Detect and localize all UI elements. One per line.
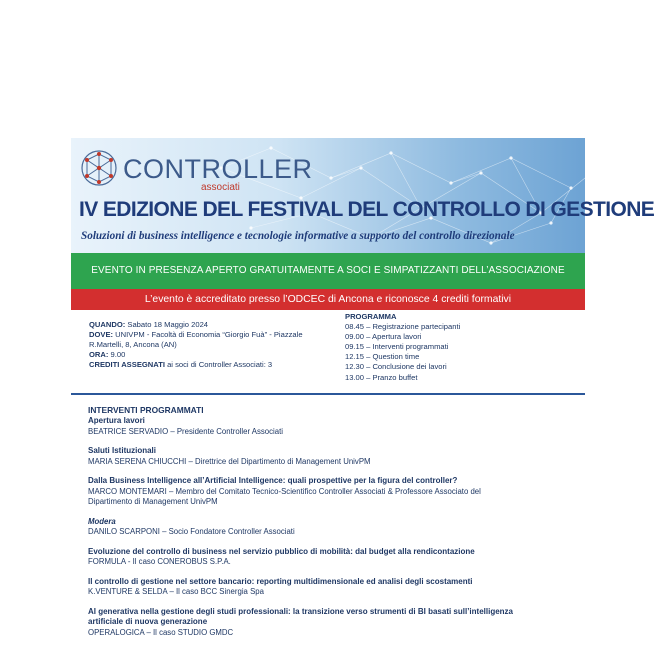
event-subtitle: Soluzioni di business intelligence e tecnologie informative a supporto del controllo direzionale [81, 230, 515, 242]
talk-block [88, 476, 585, 508]
apertura-title: Apertura lavori [88, 416, 145, 425]
talk-speaker: OPERALOGICA – Il caso STUDIO GMDC [88, 627, 234, 637]
event-logistics [89, 320, 303, 370]
saluti-title: Saluti Istituzionali [88, 446, 157, 455]
talk-speaker-cont: Dipartimento di Management UnivPM [88, 497, 218, 506]
controller-associati-logo [77, 144, 313, 194]
event-details-section [71, 310, 585, 393]
talk-title: Dalla Business Intelligence all’Artificial Intelligence: quali prospettive per la figura del controller? [88, 476, 458, 485]
programma-heading: PROGRAMMA [345, 312, 397, 321]
schedule-item: 09.00 – Apertura lavori [345, 332, 422, 342]
apertura-speaker: BEATRICE SERVADIO – Presidente Controller Associati [88, 426, 283, 436]
globe-network-icon [77, 146, 121, 190]
when-line [89, 320, 303, 330]
programma-schedule [345, 312, 460, 383]
where-line [89, 330, 303, 340]
interventi-heading: INTERVENTI PROGRAMMATI [88, 405, 204, 415]
header-banner [71, 138, 654, 253]
talk-block [88, 547, 585, 568]
where-value: UNIVPM - Facoltà di Economia “Giorgio Fuà” - Piazzale [113, 330, 303, 340]
talk-speaker: FORMULA - Il caso CONEROBUS S.P.A. [88, 557, 231, 566]
schedule-item: 12.15 – Question time [345, 352, 420, 362]
time-value: 9.00 [108, 350, 126, 360]
credits-label: CREDITI ASSEGNATI [89, 360, 165, 370]
when-label: QUANDO: [89, 320, 126, 329]
saluti-speaker: MARIA SERENA CHIUCCHI – Direttrice del Dipartimento di Management UnivPM [88, 456, 371, 466]
when-value: Sabato 18 Maggio 2024 [125, 320, 209, 329]
logo-tagline: associati [201, 182, 240, 193]
time-label: ORA: [89, 350, 109, 360]
talk-block [88, 577, 585, 598]
talk-title: Evoluzione del controllo di business nel servizio pubblico di mobilità: dal budget alla rendicontazione [88, 546, 475, 556]
event-title: IV EDIZIONE DEL FESTIVAL DEL CONTROLLO DI GESTIONE [79, 198, 654, 221]
moderator-block [88, 517, 585, 538]
apertura-block [88, 405, 585, 437]
moderator-name: DANILO SCARPONI – Socio Fondatore Controller Associati [88, 527, 295, 536]
credits-line [89, 360, 303, 370]
logo-wordmark: CONTROLLER [123, 154, 313, 184]
schedule-item: 09.15 – Interventi programmati [345, 342, 449, 352]
schedule-item: 08.45 – Registrazione partecipanti [345, 322, 461, 332]
moderator-label: Modera [88, 516, 116, 526]
talk-title-cont: artificiale di nuova generazione [88, 617, 208, 626]
talk-block [88, 607, 585, 639]
talk-title: AI generativa nella gestione degli studi professionali: la transizione verso strumenti di BI basati sull’intelligenza [88, 606, 513, 616]
talk-speaker: K.VENTURE & SELDA – Il caso BCC Sinergia Spa [88, 587, 264, 596]
event-flyer [71, 138, 654, 647]
talk-title: Il controllo di gestione nel settore bancario: reporting multidimensionale ed analisi degli scostamenti [88, 576, 473, 586]
talk-speaker: MARCO MONTEMARI – Membro del Comitato Tecnico-Scientifico Controller Associati & Professore Associato del [88, 486, 481, 496]
saluti-block [88, 446, 585, 467]
interventi-section [71, 395, 585, 638]
open-event-banner: EVENTO IN PRESENZA APERTO GRATUITAMENTE A SOCI E SIMPATIZZANTI DELL’ASSOCIAZIONE [71, 253, 585, 289]
schedule-item: 12.30 – Conclusione dei lavori [345, 362, 447, 372]
credits-value: ai soci di Controller Associati: 3 [164, 360, 273, 370]
accreditation-banner: L’evento è accreditato presso l’ODCEC di Ancona e riconosce 4 crediti formativi [71, 289, 585, 310]
time-line [89, 350, 303, 360]
where-address: R.Martelli, 8, Ancona (AN) [89, 340, 177, 350]
schedule-item: 13.00 – Pranzo buffet [345, 372, 418, 382]
where-label: DOVE: [89, 330, 114, 340]
